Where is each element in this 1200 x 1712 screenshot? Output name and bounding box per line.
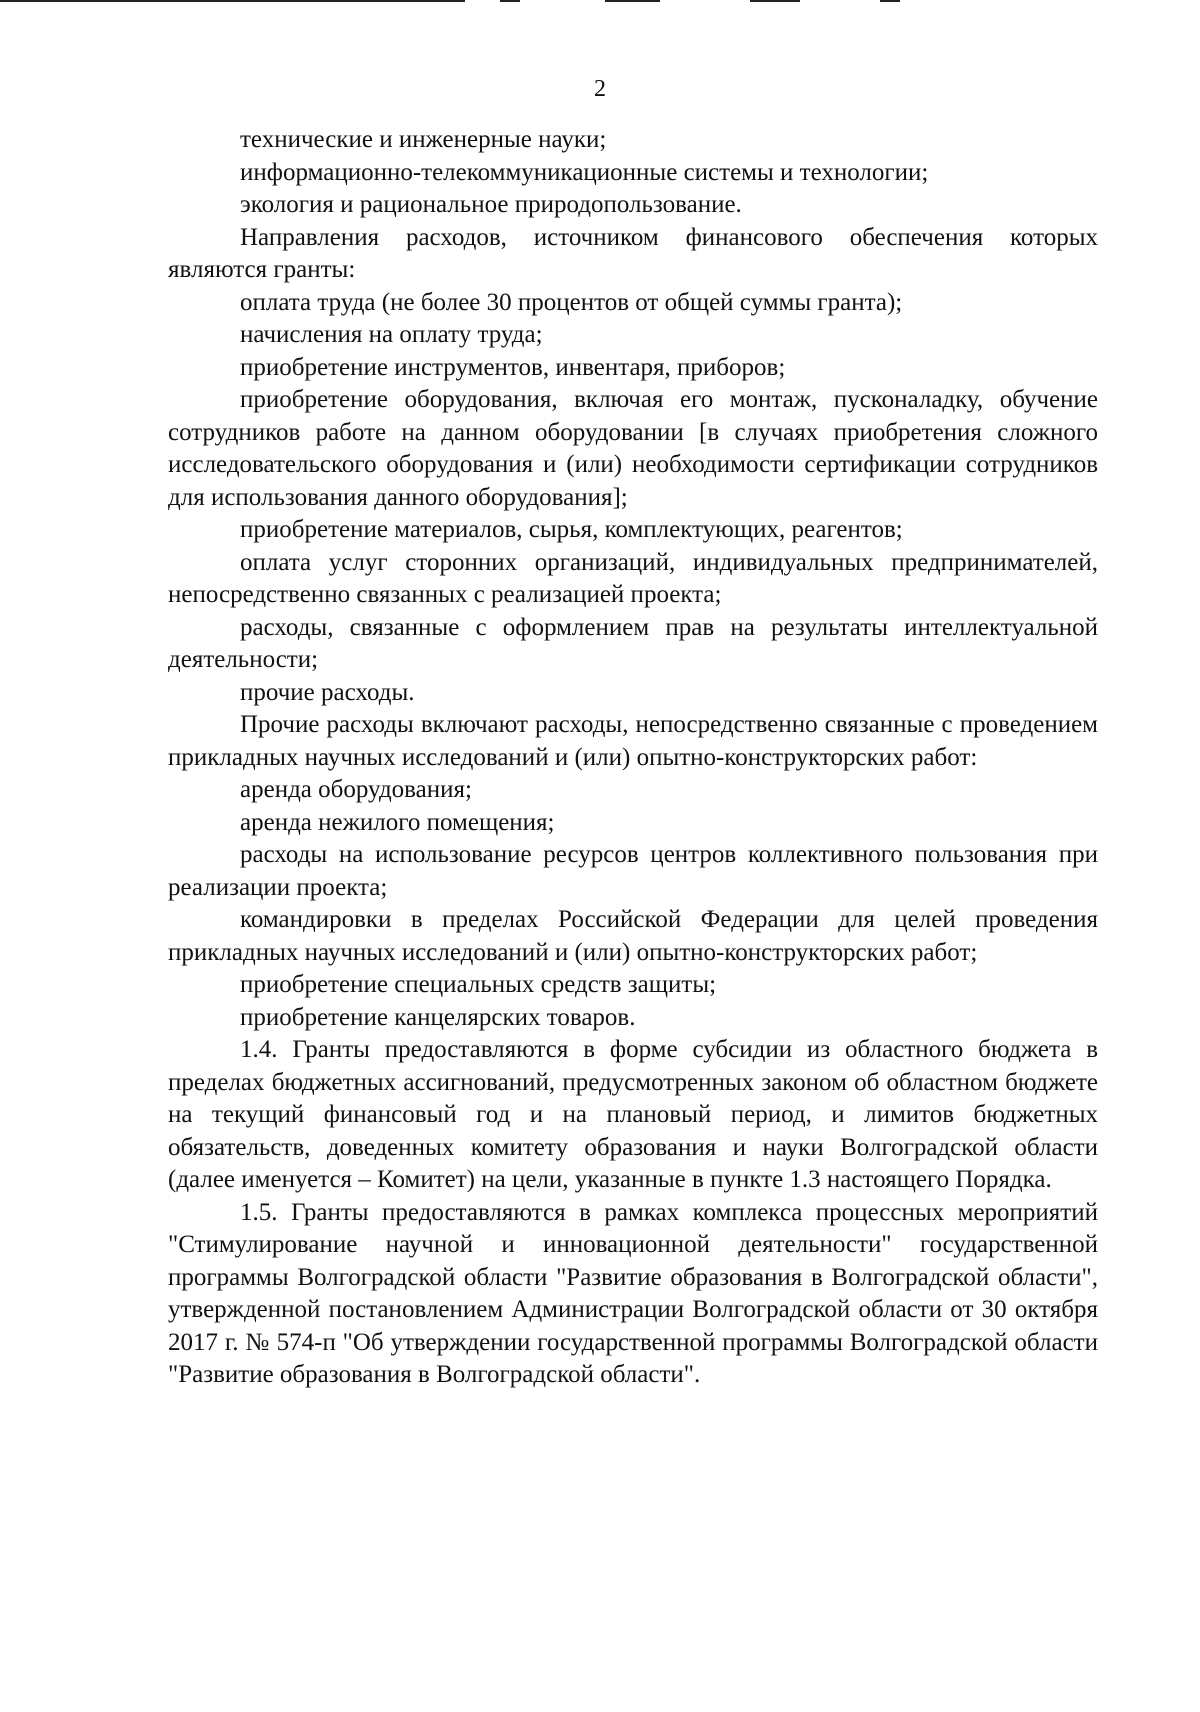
scan-mark xyxy=(0,0,465,2)
paragraph: 1.4. Гранты предоставляются в форме субсидии из областного бюджета в пределах бюджетных ассигнований, предусмотренных законом об областном бюджете на текущий финансовый год и на плановый период, и лимитов бюджетных обязательств, доведенных комитету образования и науки Волгоградской области (далее именуется – Комитет) на цели, указанные в пункте 1.3 настоящего Порядка. xyxy=(168,1036,1098,1193)
paragraph: приобретение канцелярских товаров. xyxy=(240,1003,636,1031)
paragraph: начисления на оплату труда; xyxy=(240,321,543,348)
paragraph: технические и инженерные науки; xyxy=(240,126,607,153)
paragraph: приобретение оборудования, включая его монтаж, пусконаладку, обучение сотрудников работе на данном оборудовании [в случаях приобретения сложного исследовательского оборудования и (или) необходимости сертификации сотрудников для использования данного оборудования]; xyxy=(168,386,1098,511)
paragraph: прочие расходы. xyxy=(240,678,415,706)
paragraph: командировки в пределах Российской Федерации для целей проведения прикладных научных исследований и (или) опытно-конструкторских работ; xyxy=(168,906,1098,966)
paragraph: аренда оборудования; xyxy=(240,776,472,803)
paragraph: расходы, связанные с оформлением прав на результаты интеллектуальной деятельности; xyxy=(168,613,1098,673)
scan-border-marks xyxy=(0,0,1200,8)
paragraph: приобретение специальных средств защиты; xyxy=(240,971,717,998)
scan-mark xyxy=(750,0,800,2)
paragraph: Прочие расходы включают расходы, непосредственно связанные с проведением прикладных научных исследований и (или) опытно-конструкторских работ: xyxy=(168,711,1098,771)
paragraph: 1.5. Гранты предоставляются в рамках комплекса процессных мероприятий "Стимулирование научной и инновационной деятельности" государственной программы Волгоградской области "Развитие образования в Волгоградской области", утвержденной постановлением Администрации Волгоградской области от 30 октября 2017 г. № 574-п "Об утверждении государственной программы Волгоградской области "Развитие образования в Волгоградской области". xyxy=(168,1198,1098,1388)
scan-mark xyxy=(500,0,520,2)
paragraph: Направления расходов, источником финансового обеспечения которых являются гранты: xyxy=(168,223,1098,283)
page-number: 2 xyxy=(594,76,606,102)
paragraph: оплата услуг сторонних организаций, индивидуальных предпринимателей, непосредственно связанных с реализацией проекта; xyxy=(168,548,1098,608)
paragraph: информационно-телекоммуникационные системы и технологии; xyxy=(240,158,929,186)
paragraph: приобретение инструментов, инвентаря, приборов; xyxy=(240,353,786,381)
paragraph: аренда нежилого помещения; xyxy=(240,808,555,836)
paragraph: расходы на использование ресурсов центров коллективного пользования при реализации проекта; xyxy=(168,841,1098,901)
scan-mark xyxy=(880,0,900,2)
paragraph: оплата труда (не более 30 процентов от общей суммы гранта); xyxy=(240,288,903,316)
document-body xyxy=(168,124,1098,1392)
paragraph: экология и рациональное природопользование. xyxy=(240,191,742,218)
scan-mark xyxy=(605,0,660,2)
paragraph: приобретение материалов, сырья, комплектующих, реагентов; xyxy=(240,516,903,543)
